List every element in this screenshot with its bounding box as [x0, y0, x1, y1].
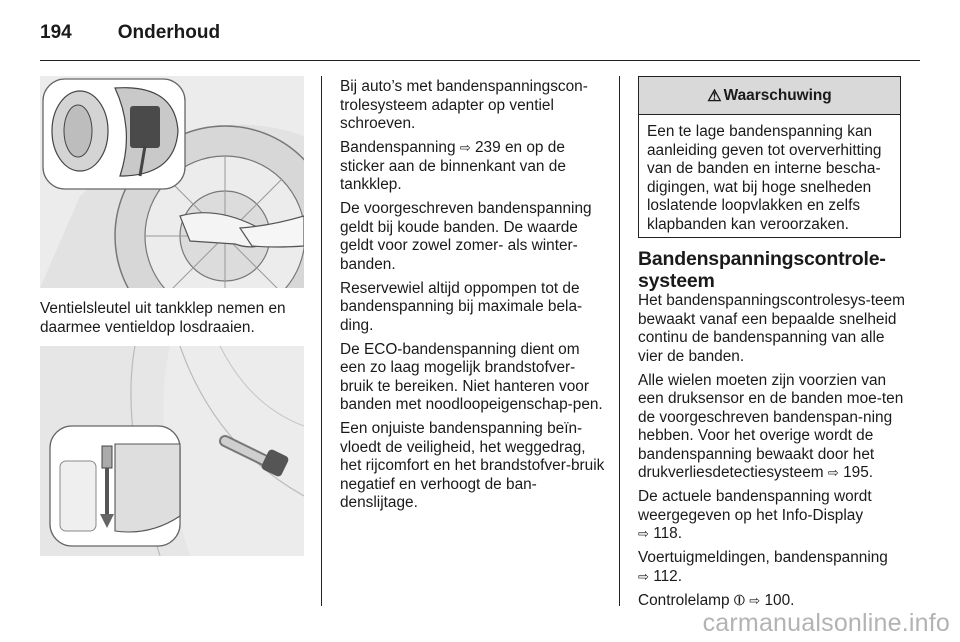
- middle-column: [340, 78, 606, 518]
- page-ref-arrow-icon: ⇨: [827, 465, 839, 480]
- text: Bandenspanning: [340, 139, 460, 156]
- page-header: [40, 22, 220, 44]
- warning-box: [638, 76, 901, 238]
- paragraph: [638, 549, 908, 586]
- paragraph: Bij auto’s met bandenspanningscon-trolesysteem adapter op ventiel schroeven.: [340, 78, 588, 132]
- illustration-valve-key: [40, 76, 304, 288]
- warning-header: [639, 77, 900, 115]
- text: .: [677, 525, 683, 542]
- page-ref-number[interactable]: 100: [764, 591, 791, 609]
- paragraph: De ECO-bandenspanning dient om een zo laag mogelijk brandstofver-bruik te bereiken. Niet hanteren voor banden met noodloopeigenschap-pen.: [340, 340, 603, 413]
- page-ref-number[interactable]: 112: [653, 567, 678, 585]
- figure-caption: Ventielsleutel uit tankklep nemen en daarmee ventieldop losdraaien.: [40, 300, 286, 336]
- paragraph: De voorgeschreven bandenspanning geldt bij koude banden. De waarde geldt voor zowel zomer- als winter-banden.: [340, 200, 592, 273]
- page-ref-arrow-icon: ⇨: [459, 140, 471, 155]
- text: en op de sticker aan de binnenkant van de tankklep.: [340, 139, 566, 193]
- warning-triangle-icon: ⚠: [707, 87, 722, 105]
- illustration-valve-adapter: [40, 346, 304, 556]
- text: .: [677, 567, 683, 585]
- page-ref-arrow-icon: ⇨: [638, 568, 649, 584]
- paragraph: [638, 592, 908, 611]
- section-heading: Onderhoud: [117, 22, 221, 43]
- text: .: [790, 591, 795, 609]
- column-divider-right: [619, 76, 620, 606]
- column-divider-left: [321, 76, 322, 606]
- watermark: carmanualsonline.info: [702, 609, 950, 637]
- tyre-pressure-lamp-icon: ⦶: [733, 591, 745, 609]
- paragraph: Reservewiel altijd oppompen tot de bandenspanning bij maximale bela-ding.: [340, 279, 583, 334]
- text: Alle wielen moeten zijn voorzien van een druksensor en de banden moe-ten de voorgeschreven bandenspan-ning hebben. Voor het overige wordt de bandenspanning bewaakt door het drukverliesdetectiesysteem: [638, 371, 904, 481]
- warning-title: Waarschuwing: [723, 86, 832, 104]
- paragraph: Het bandenspanningscontrolesys-teem bewaakt vanaf een bepaalde snelheid continu de bandenspanning van alle vier de banden.: [638, 292, 905, 365]
- page-ref-number[interactable]: 118: [653, 525, 678, 542]
- page-ref-number[interactable]: 239: [475, 139, 501, 156]
- page-ref-number[interactable]: 195: [843, 464, 869, 481]
- paragraph: [340, 139, 606, 195]
- paragraph: Een onjuiste bandenspanning beïn-vloedt de veiligheid, het weggedrag, het rijcomfort en het brandstofver-bruik negatief en verhoogt de ban-denslijtage.: [340, 420, 605, 511]
- text: De actuele bandenspanning wordt weergegeven op het Info-Display: [638, 488, 872, 524]
- text: Voertuigmeldingen, bandenspanning: [638, 549, 888, 566]
- paragraph: [638, 488, 908, 544]
- text: .: [868, 464, 874, 481]
- page-ref-arrow-icon: ⇨: [749, 592, 761, 608]
- paragraph: [638, 372, 908, 483]
- section-title: Bandenspanningscontrole-systeem: [638, 248, 886, 292]
- text: Controlelamp: [638, 591, 734, 609]
- header-rule: [40, 60, 920, 61]
- warning-text: Een te lage bandenspanning kan aanleiding geven tot oververhitting van de banden en interne bescha-digingen, wat bij hoge snelheden loslatende loopvlakken en zelfs klapbanden kan veroorzaken.: [647, 123, 882, 233]
- page-ref-arrow-icon: ⇨: [638, 526, 649, 541]
- right-column: [638, 292, 908, 616]
- page-number: 194: [40, 22, 72, 43]
